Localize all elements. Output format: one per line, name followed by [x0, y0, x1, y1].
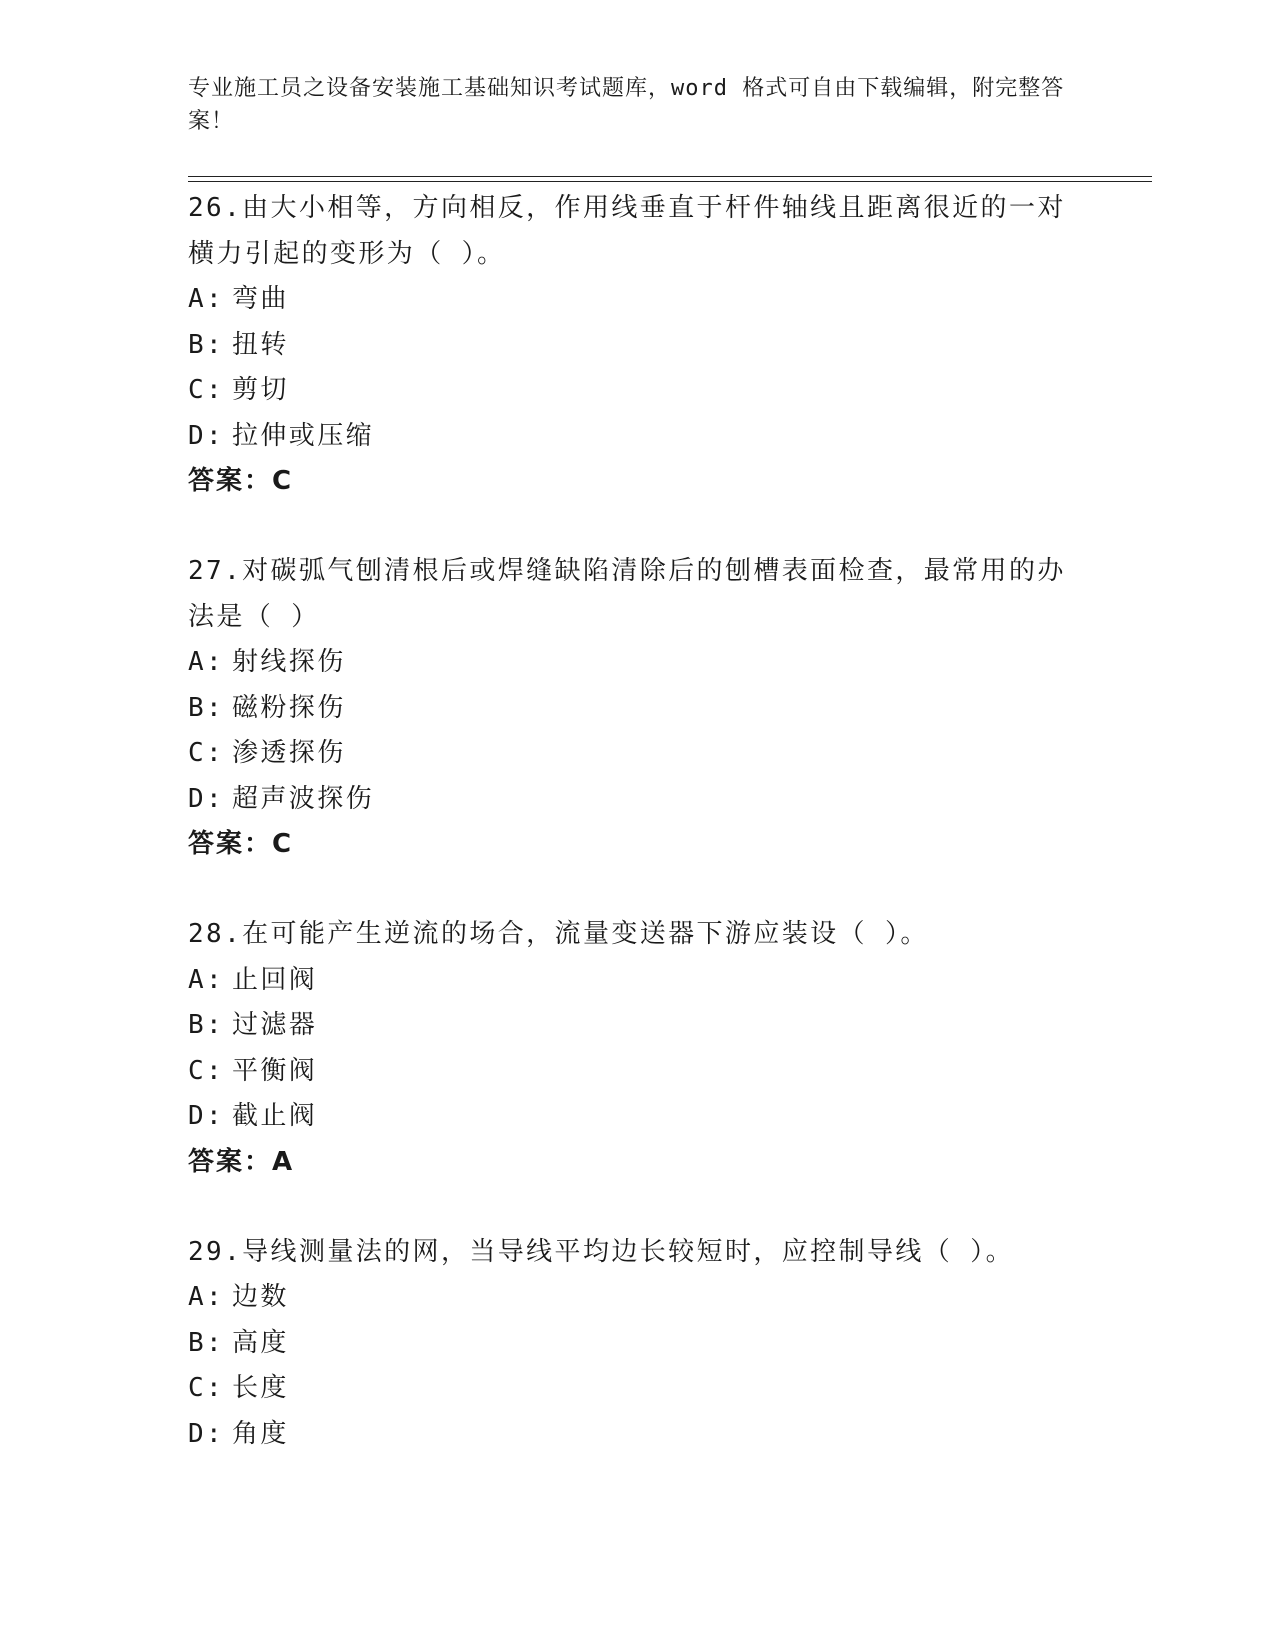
answer: 答案：A [188, 1146, 295, 1177]
document-header: 专业施工员之设备安装施工基础知识考试题库，word 格式可自由下载编辑，附完整答案！ [188, 76, 1065, 134]
option-letter: B: [188, 329, 225, 360]
question-26 [188, 186, 1088, 504]
option-b [188, 686, 1088, 732]
option-c [188, 731, 1088, 777]
option-letter: B: [188, 692, 225, 723]
option-letter: D: [188, 783, 225, 814]
question-title: 29.导线测量法的网，当导线平均边长较短时，应控制导线（ ）。 [188, 1236, 1015, 1267]
question-29 [188, 1230, 1088, 1458]
option-text: 剪切 [232, 375, 289, 405]
option-letter: A: [188, 964, 225, 995]
option-text: 止回阀 [232, 964, 318, 995]
option-letter: C: [188, 1055, 225, 1086]
option-letter: A: [188, 1282, 225, 1312]
option-a [188, 958, 1088, 1004]
question-title: 28.在可能产生逆流的场合，流量变送器下游应装设（ ）。 [188, 919, 929, 949]
option-b [188, 1003, 1088, 1049]
option-a [188, 277, 1088, 323]
option-text: 截止阀 [232, 1101, 318, 1131]
option-text: 过滤器 [232, 1010, 318, 1040]
option-b [188, 1321, 1088, 1367]
option-text: 磁粉探伤 [232, 692, 346, 723]
option-a [188, 1275, 1088, 1321]
option-a [188, 640, 1088, 686]
option-text: 拉伸或压缩 [232, 420, 375, 451]
option-text: 角度 [232, 1418, 289, 1449]
option-letter: C: [188, 375, 225, 405]
answer: 答案：C [188, 466, 294, 496]
option-letter: C: [188, 738, 225, 768]
option-b [188, 323, 1088, 369]
header-rule-bottom [188, 181, 1152, 182]
option-letter: A: [188, 647, 225, 677]
option-text: 弯曲 [232, 284, 289, 314]
option-d [188, 1412, 1088, 1458]
option-text: 长度 [232, 1373, 289, 1403]
question-title: 27.对碳弧气刨清根后或焊缝缺陷清除后的刨槽表面检查，最常用的办法是（ ） [188, 556, 1066, 632]
option-letter: B: [188, 1010, 225, 1040]
option-text: 边数 [232, 1282, 289, 1312]
question-28 [188, 912, 1088, 1185]
option-text: 扭转 [232, 329, 289, 360]
option-d [188, 414, 1088, 460]
option-letter: D: [188, 1418, 225, 1449]
option-c [188, 1049, 1088, 1095]
option-text: 射线探伤 [232, 647, 346, 677]
option-c [188, 1366, 1088, 1412]
option-letter: D: [188, 1101, 225, 1131]
header-rule-top [188, 176, 1152, 177]
option-letter: A: [188, 284, 225, 314]
option-d [188, 777, 1088, 823]
option-d [188, 1094, 1088, 1140]
option-text: 超声波探伤 [232, 783, 375, 814]
option-letter: C: [188, 1373, 225, 1403]
option-c [188, 368, 1088, 414]
question-list [188, 186, 1088, 1502]
option-text: 渗透探伤 [232, 738, 346, 768]
question-title: 26.由大小相等，方向相反，作用线垂直于杆件轴线且距离很近的一对横力引起的变形为（ ）。 [188, 193, 1066, 269]
answer: 答案：C [188, 829, 294, 859]
option-text: 高度 [232, 1327, 289, 1358]
option-letter: B: [188, 1327, 225, 1358]
option-letter: D: [188, 420, 225, 451]
question-27 [188, 549, 1088, 867]
option-text: 平衡阀 [232, 1055, 318, 1086]
